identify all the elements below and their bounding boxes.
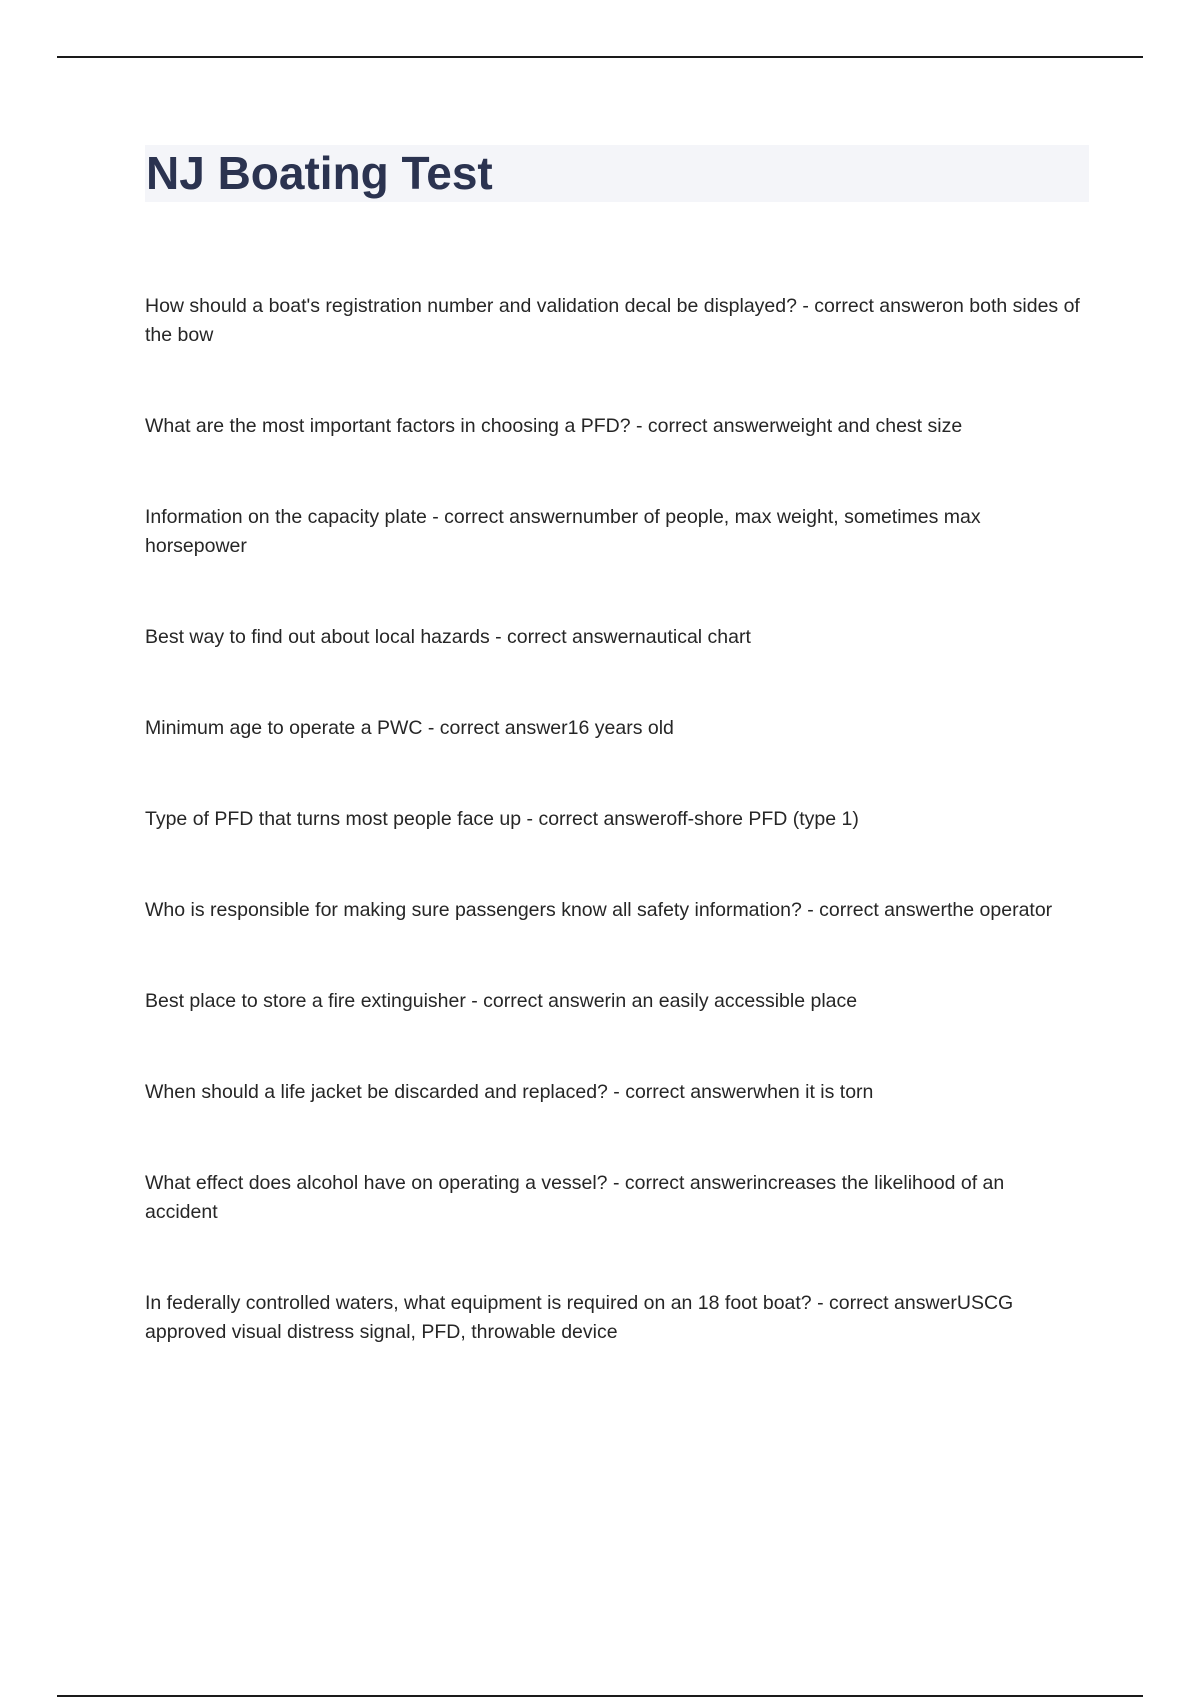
qa-item-7: Who is responsible for making sure passengers know all safety information? - correct answerthe operator: [145, 899, 1053, 921]
top-rule: [57, 56, 1143, 58]
bottom-rule: [57, 1695, 1143, 1697]
qa-item-8: Best place to store a fire extinguisher - correct answerin an easily accessible place: [145, 990, 858, 1012]
qa-item-11: In federally controlled waters, what equipment is required on an 18 foot boat? - correct answerUSCG approved visual distress signal, PFD, throwable device: [145, 1292, 1014, 1343]
qa-item-6: Type of PFD that turns most people face up - correct answeroff-shore PFD (type 1): [145, 808, 859, 830]
page-title: NJ Boating Test: [146, 147, 493, 199]
qa-item-10: What effect does alcohol have on operating a vessel? - correct answerincreases the likelihood of an accident: [145, 1172, 1005, 1223]
qa-item-5: Minimum age to operate a PWC - correct answer16 years old: [145, 717, 674, 739]
qa-item-3: Information on the capacity plate - correct answernumber of people, max weight, sometimes max horsepower: [145, 506, 981, 557]
qa-item-9: When should a life jacket be discarded and replaced? - correct answerwhen it is torn: [145, 1081, 874, 1103]
qa-item-2: What are the most important factors in choosing a PFD? - correct answerweight and chest size: [145, 415, 963, 437]
qa-list: [145, 292, 1080, 1409]
qa-item-4: Best way to find out about local hazards - correct answernautical chart: [145, 626, 751, 648]
qa-item-1: How should a boat's registration number and validation decal be displayed? - correct answeron both sides of the bow: [145, 295, 1080, 346]
